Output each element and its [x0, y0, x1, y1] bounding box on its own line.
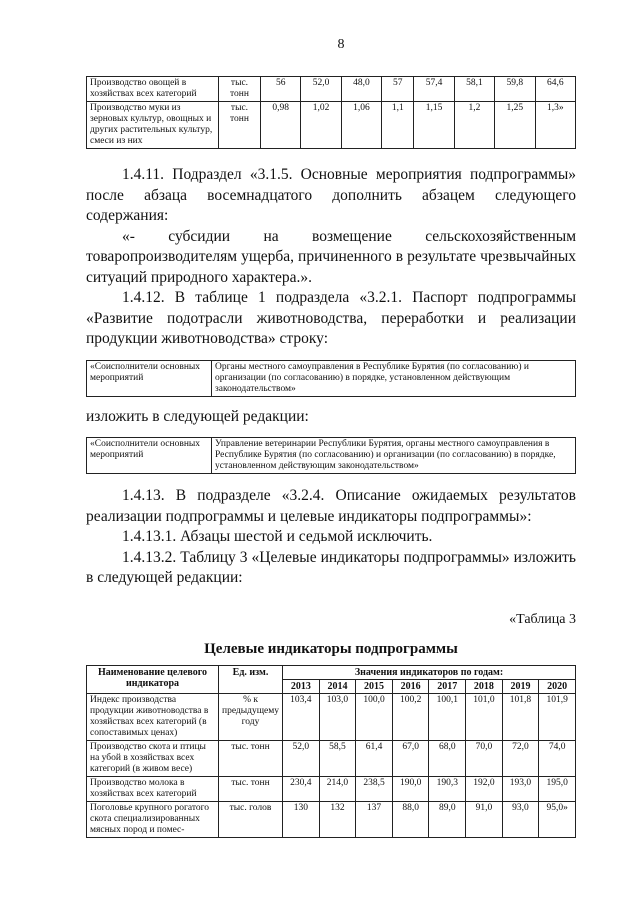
value-cell: 100,2	[392, 693, 429, 740]
table-row	[87, 801, 576, 837]
value-cell: 70,0	[466, 740, 503, 776]
row-label: «Соисполнители основных мероприятий	[87, 360, 212, 396]
value-cell: 190,0	[392, 776, 429, 801]
table-title: Целевые индикаторы подпрограммы	[204, 640, 458, 657]
value-cell: 1,2	[454, 102, 494, 149]
value-cell: 61,4	[356, 740, 393, 776]
paragraph-restate: изложить в следующей редакции:	[86, 407, 309, 425]
unit: тыс. тонн	[219, 102, 261, 149]
value-cell: 52,0	[283, 740, 320, 776]
indicator-name: Производство скота и птицы на убой в хозяйствах всех категорий (в живом весе)	[87, 740, 219, 776]
year-header: 2014	[319, 679, 356, 693]
table-row	[87, 693, 576, 740]
value-cell: 89,0	[429, 801, 466, 837]
paragraph-1-4-11: 1.4.11. Подраздел «3.1.5. Основные мероприятия подпрограммы» после абзаца восемнадцатого дополнить абзацем следующего содержания:	[86, 166, 576, 224]
value-cell: 68,0	[429, 740, 466, 776]
year-header: 2018	[466, 679, 503, 693]
table-row	[87, 740, 576, 776]
value-cell: 95,0»	[539, 801, 576, 837]
indicator-name: Производство муки из зерновых культур, овощных и других растительных культур, смеси из них	[87, 102, 219, 149]
value-cell: 103,4	[283, 693, 320, 740]
unit: тыс. тонн	[219, 77, 261, 102]
year-header: 2017	[429, 679, 466, 693]
table-row	[87, 77, 576, 102]
value-cell: 103,0	[319, 693, 356, 740]
year-header: 2013	[283, 679, 320, 693]
value-cell: 1,3»	[535, 102, 575, 149]
value-cell: 59,8	[495, 77, 535, 102]
value-cell: 93,0	[502, 801, 539, 837]
header-unit: Ед. изм.	[219, 665, 283, 693]
value-cell: 238,5	[356, 776, 393, 801]
year-header: 2020	[539, 679, 576, 693]
value-cell: 0,98	[261, 102, 301, 149]
value-cell: 58,5	[319, 740, 356, 776]
table-old-row	[86, 360, 576, 397]
value-cell: 192,0	[466, 776, 503, 801]
value-cell: 67,0	[392, 740, 429, 776]
value-cell: 64,6	[535, 77, 575, 102]
value-cell: 88,0	[392, 801, 429, 837]
table-label: «Таблица 3	[509, 611, 576, 627]
page-number: 8	[337, 37, 345, 52]
paragraph-1-4-13-2: 1.4.13.2. Таблицу 3 «Целевые индикаторы подпрограммы» изложить в следующей редакции:	[86, 548, 576, 586]
row-label: «Соисполнители основных мероприятий	[87, 438, 212, 474]
year-header: 2019	[502, 679, 539, 693]
paragraph-1-4-12: 1.4.12. В таблице 1 подраздела «3.2.1. Паспорт подпрограммы «Развитие подотрасли животноводства, переработки и реализации продукции животноводства» строку:	[86, 289, 576, 347]
row-value: Органы местного самоуправления в Республике Бурятия (по согласованию) и организации (по согласованию) в порядке, установленном действующим законодательством»	[212, 360, 576, 396]
value-cell: 1,25	[495, 102, 535, 149]
value-cell: 101,9	[539, 693, 576, 740]
value-cell: 132	[319, 801, 356, 837]
value-cell: 1,1	[382, 102, 414, 149]
value-cell: 48,0	[341, 77, 381, 102]
value-cell: 1,02	[301, 102, 341, 149]
value-cell: 56	[261, 77, 301, 102]
table-row	[87, 776, 576, 801]
value-cell: 91,0	[466, 801, 503, 837]
value-cell: 72,0	[502, 740, 539, 776]
value-cell: 1,15	[414, 102, 454, 149]
value-cell: 101,8	[502, 693, 539, 740]
paragraph-1-4-13: 1.4.13. В подразделе «3.2.4. Описание ожидаемых результатов реализации подпрограммы и целевые индикаторы подпрограммы»:	[86, 487, 576, 525]
value-cell: 137	[356, 801, 393, 837]
year-header: 2015	[356, 679, 393, 693]
indicator-name: Поголовье крупного рогатого скота специализированных мясных пород и помес-	[87, 801, 219, 837]
paragraph-1-4-13-1: 1.4.13.1. Абзацы шестой и седьмой исключить.	[122, 528, 433, 545]
value-cell: 195,0	[539, 776, 576, 801]
value-cell: 101,0	[466, 693, 503, 740]
unit: тыс. голов	[219, 801, 283, 837]
value-cell: 100,0	[356, 693, 393, 740]
value-cell: 214,0	[319, 776, 356, 801]
paragraph-subsidy: «- субсидии на возмещение сельскохозяйственным товаропроизводителям ущерба, причиненного в результате чрезвычайных ситуаций природного характера.».	[86, 227, 576, 286]
table-continuation	[86, 76, 576, 149]
table-new-row	[86, 437, 576, 474]
row-value: Управление ветеринарии Республики Бурятия, органы местного самоуправления в Республике Бурятия (по согласованию) и организации (по согласованию) в порядке, установленном действующим законодательством»	[212, 438, 576, 474]
unit: тыс. тонн	[219, 740, 283, 776]
indicator-name: Производство молока в хозяйствах всех категорий	[87, 776, 219, 801]
value-cell: 230,4	[283, 776, 320, 801]
value-cell: 100,1	[429, 693, 466, 740]
value-cell: 193,0	[502, 776, 539, 801]
unit: % к предыдущему году	[219, 693, 283, 740]
value-cell: 74,0	[539, 740, 576, 776]
value-cell: 57,4	[414, 77, 454, 102]
value-cell: 52,0	[301, 77, 341, 102]
indicators-table	[86, 665, 576, 838]
year-header: 2016	[392, 679, 429, 693]
table-row	[87, 102, 576, 149]
value-cell: 190,3	[429, 776, 466, 801]
header-name: Наименование целевого индикатора	[87, 665, 219, 693]
value-cell: 130	[283, 801, 320, 837]
header-values: Значения индикаторов по годам:	[283, 665, 576, 679]
value-cell: 1,06	[341, 102, 381, 149]
indicator-name: Индекс производства продукции животноводства в хозяйствах всех категорий (в сопоставимых ценах)	[87, 693, 219, 740]
value-cell: 58,1	[454, 77, 494, 102]
indicator-name: Производство овощей в хозяйствах всех категорий	[87, 77, 219, 102]
value-cell: 57	[382, 77, 414, 102]
unit: тыс. тонн	[219, 776, 283, 801]
